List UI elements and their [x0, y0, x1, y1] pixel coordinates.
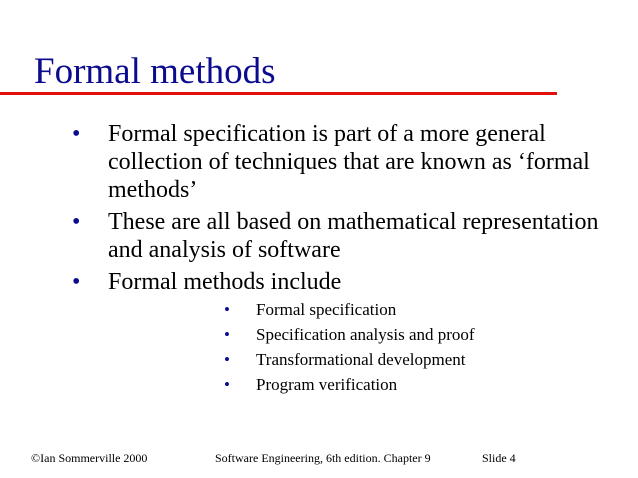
bullet-marker: •: [72, 209, 81, 235]
sub-bullet-marker: •: [224, 325, 230, 344]
footer-slide-number: Slide 4: [482, 451, 516, 465]
title-underline: [0, 92, 557, 95]
sub-bullet-item: [108, 325, 638, 345]
sub-bullet-item: [108, 300, 638, 320]
bullet-marker: •: [72, 121, 81, 147]
footer-copyright: ©Ian Sommerville 2000: [31, 451, 148, 465]
sub-bullet-list: [108, 300, 638, 395]
slide-title: Formal methods: [34, 51, 276, 92]
sub-bullet-text: Program verification: [256, 375, 398, 394]
bullet-text: Formal specification is part of a more general collection of techniques that are known as ‘formal methods’: [108, 121, 590, 203]
bullet-list: [0, 120, 638, 400]
bullet-text: Formal methods include: [108, 269, 342, 295]
sub-bullet-text: Transformational development: [256, 350, 466, 369]
bullet-item: [0, 268, 638, 395]
sub-bullet-item: [108, 350, 638, 370]
bullet-item: [0, 208, 638, 264]
sub-bullet-marker: •: [224, 300, 230, 319]
bullet-item: [0, 120, 638, 204]
bullet-marker: •: [72, 269, 81, 295]
sub-bullet-marker: •: [224, 375, 230, 394]
sub-bullet-text: Specification analysis and proof: [256, 325, 475, 344]
sub-bullet-item: [108, 375, 638, 395]
sub-bullet-text: Formal specification: [256, 300, 397, 319]
bullet-text: These are all based on mathematical representation and analysis of software: [108, 209, 599, 263]
sub-bullet-marker: •: [224, 350, 230, 369]
footer-book-title: Software Engineering, 6th edition. Chapter 9: [215, 451, 431, 465]
